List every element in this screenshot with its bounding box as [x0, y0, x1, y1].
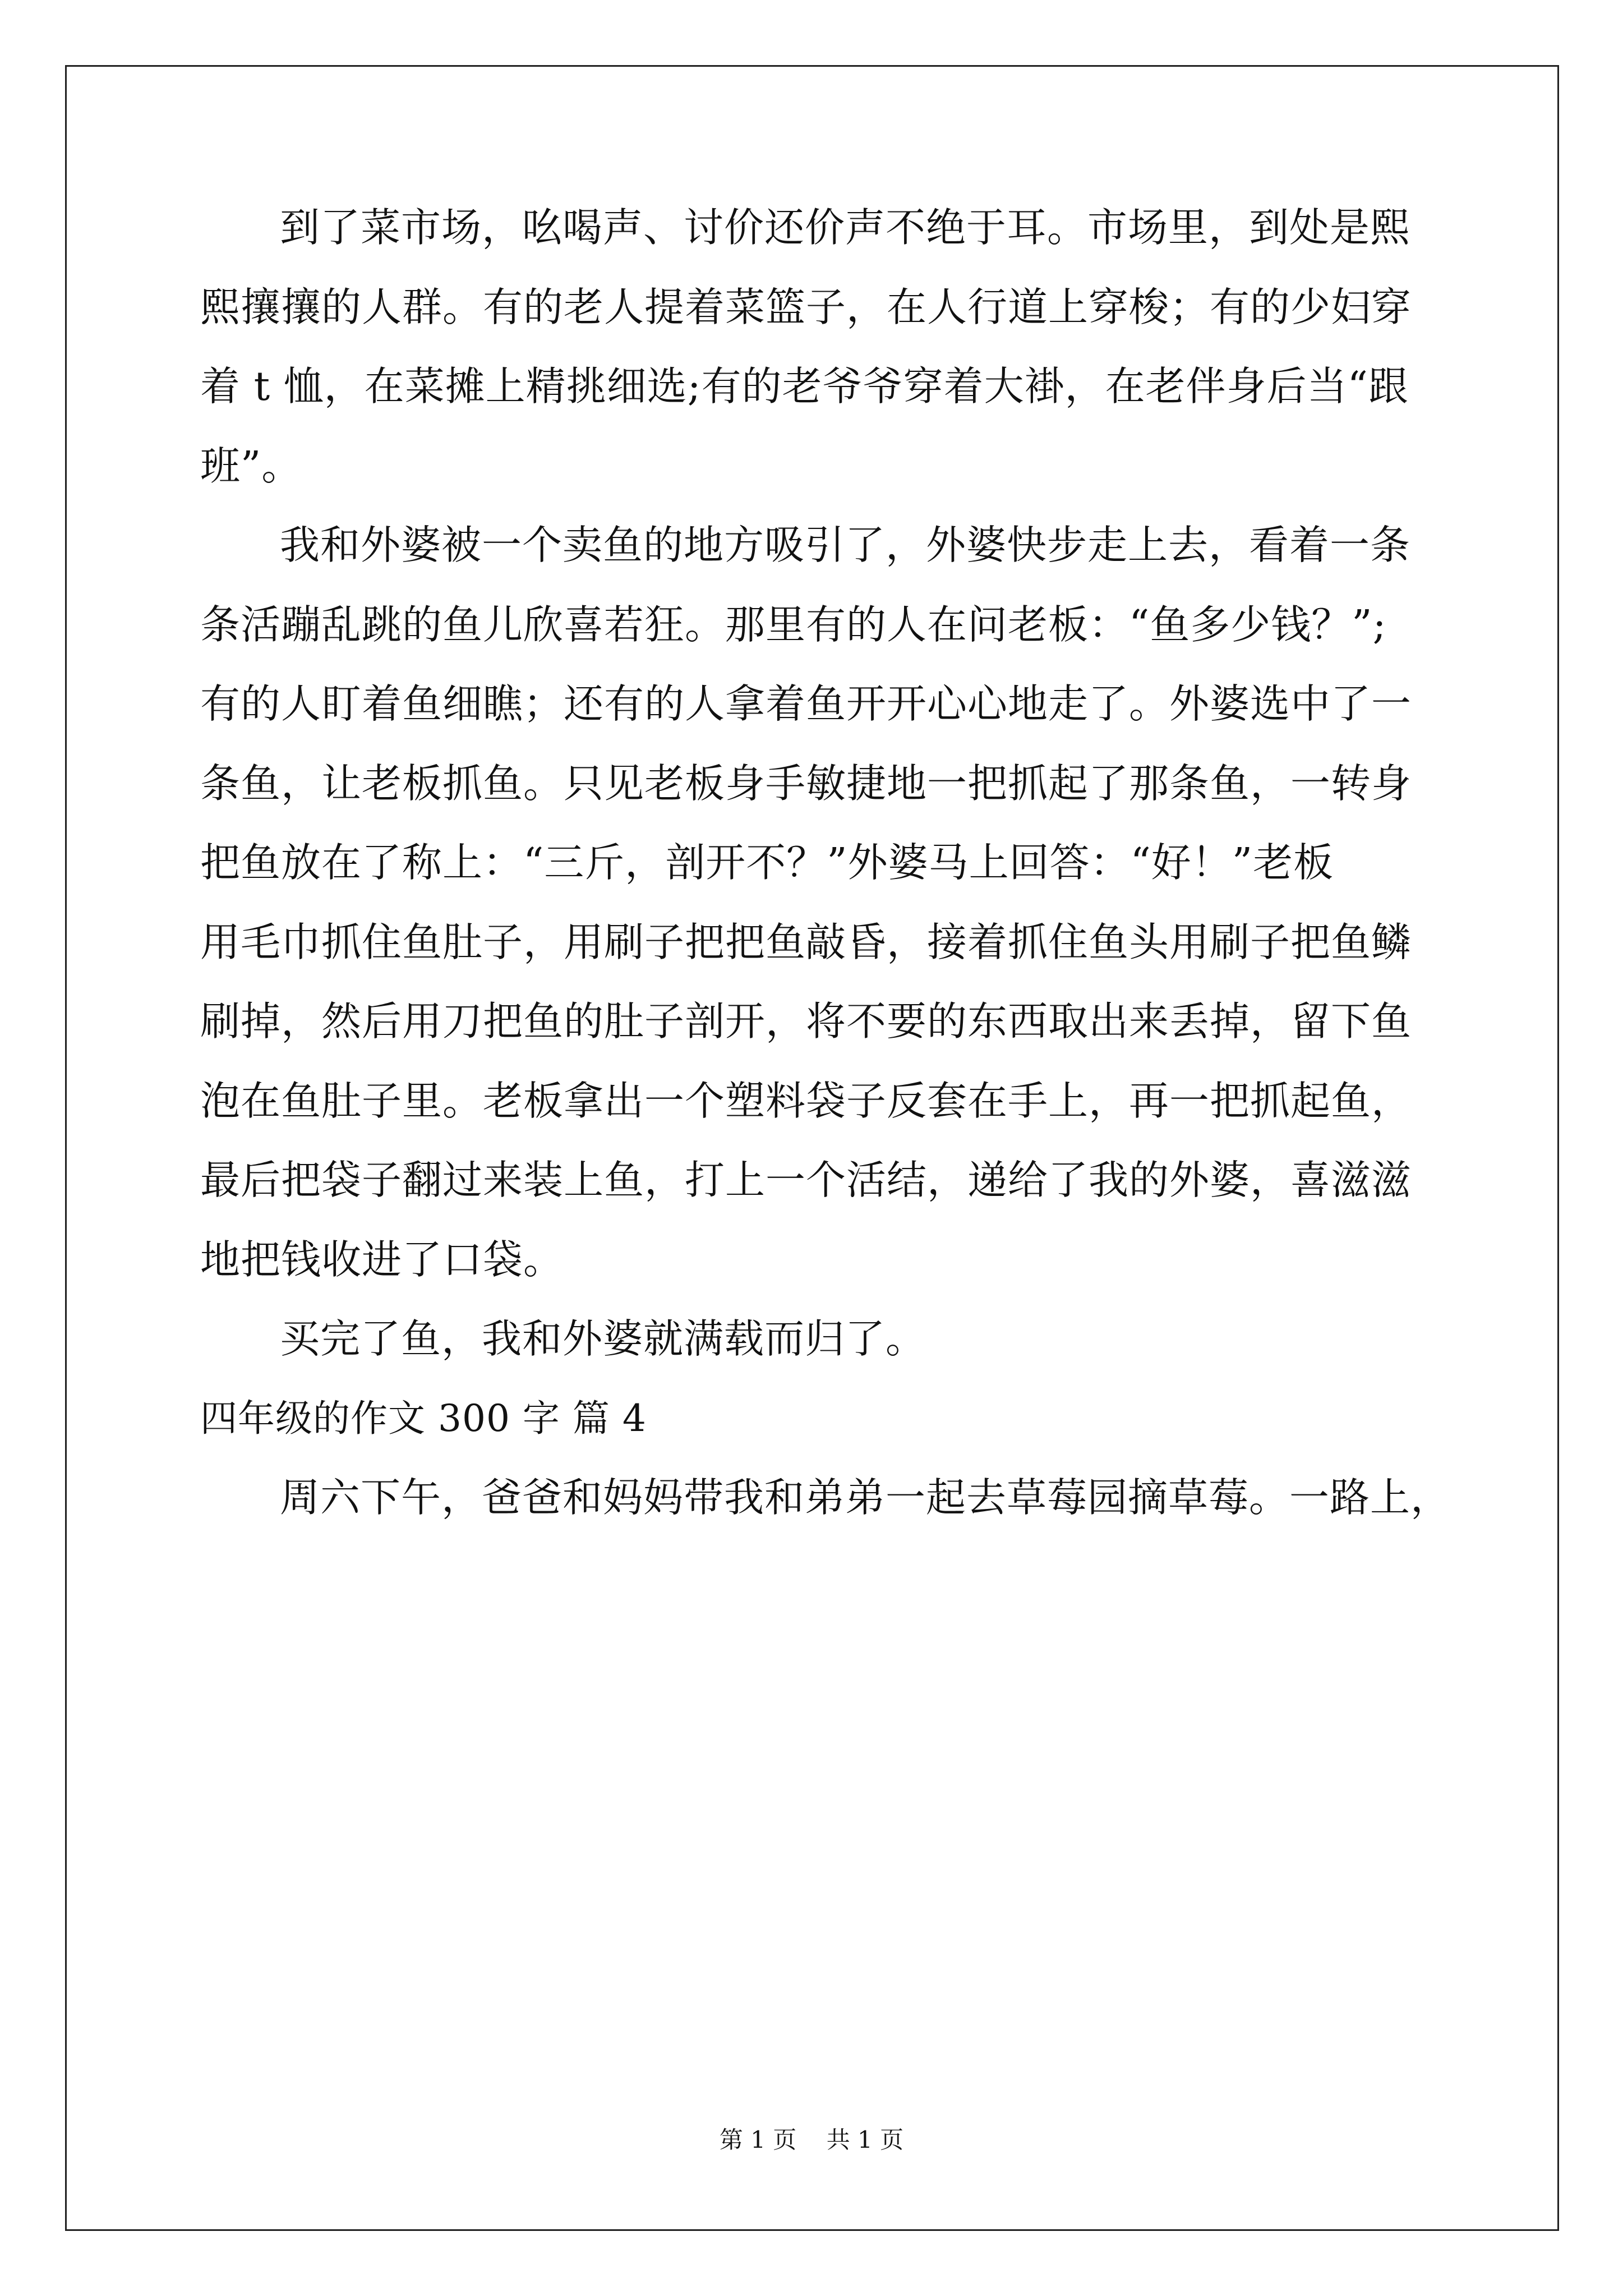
page-footer: 第 1 页 共 1 页 [719, 2126, 904, 2154]
text-line: 最后把袋子翻过来装上鱼，打上一个活结，递给了我的外婆，喜滋滋 [200, 1157, 1412, 1203]
section-heading: 四年级的作文 300 字 篇 4 [200, 1396, 647, 1440]
text-line: 熙攘攘的人群。有的老人提着菜篮子，在人行道上穿梭；有的少妇穿 [200, 283, 1412, 330]
text-line: 泡在鱼肚子里。老板拿出一个塑料袋子反套在手上，再一把抓起鱼， [200, 1077, 1412, 1124]
text-line: 班”。 [200, 442, 302, 489]
text-line: 把鱼放在了称上：“三斤，剖开不？”外婆马上回答：“好！”老板 [200, 839, 1334, 886]
text-line: 地把钱收进了口袋。 [200, 1236, 564, 1283]
text-line: 着 t 恤，在菜摊上精挑细选;有的老爷爷穿着大褂，在老伴身后当“跟 [200, 363, 1409, 409]
text-line: 到了菜市场，吆喝声、讨价还价声不绝于耳。市场里，到处是熙 [280, 204, 1411, 251]
text-line: 买完了鱼，我和外婆就满载而归了。 [280, 1315, 926, 1362]
text-line: 有的人盯着鱼细瞧；还有的人拿着鱼开开心心地走了。外婆选中了一 [200, 680, 1412, 727]
text-line: 用毛巾抓住鱼肚子，用刷子把把鱼敲昏，接着抓住鱼头用刷子把鱼鳞 [200, 918, 1412, 965]
text-line: 刷掉，然后用刀把鱼的肚子剖开，将不要的东西取出来丢掉，留下鱼 [200, 998, 1412, 1045]
text-line: 条鱼，让老板抓鱼。只见老板身手敏捷地一把抓起了那条鱼，一转身 [200, 760, 1412, 807]
text-line: 条活蹦乱跳的鱼儿欣喜若狂。那里有的人在问老板：“鱼多少钱？”; [200, 601, 1387, 648]
text-line: 周六下午，爸爸和妈妈带我和弟弟一起去草莓园摘草莓。一路上， [280, 1474, 1451, 1521]
text-line: 我和外婆被一个卖鱼的地方吸引了，外婆快步走上去，看着一条 [280, 522, 1411, 568]
